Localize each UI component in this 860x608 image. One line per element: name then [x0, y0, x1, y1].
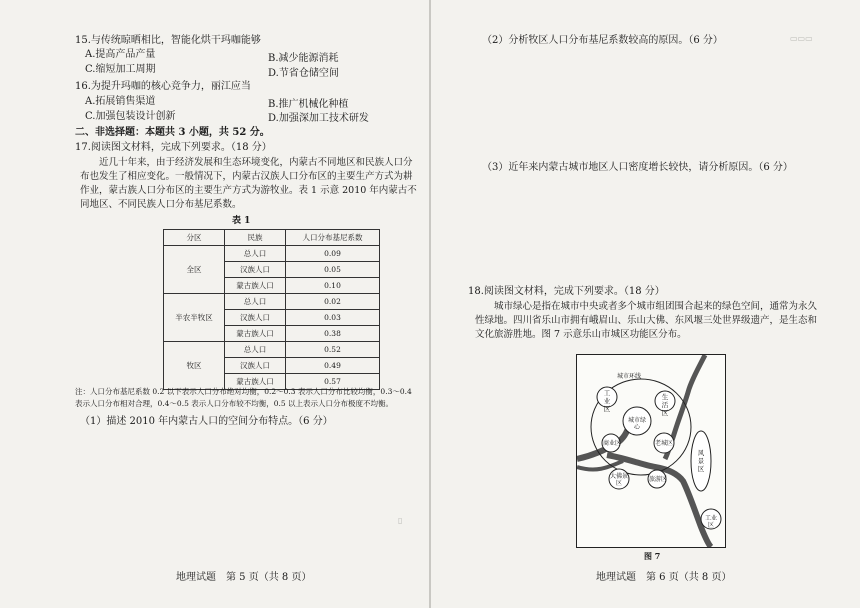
q15-stem: 15.与传统晾晒相比，智能化烘干玛咖能够 — [75, 35, 261, 46]
q15-option-b: B.减少能源消耗 — [268, 53, 339, 64]
table-region-cell: 半农半牧区 — [164, 294, 225, 342]
figure-7-caption: 图 7 — [644, 551, 661, 561]
table-header-row — [164, 230, 380, 246]
table-value-cell: 0.10 — [286, 278, 380, 294]
table-value-cell: 0.49 — [286, 358, 380, 374]
q17-2-question: （2）分析牧区人口分布基尼系数较高的原因。（6 分） — [482, 35, 723, 46]
q16-option-c: C.加强包装设计创新 — [85, 111, 176, 122]
table-note: 注：人口分布基尼系数 0.2 以下表示人口分布绝对均衡，0.2～0.3 表示人口分布比较均衡，0.3～0.4 表示人口分布相对合理，0.4～0.5 表示人口分布较不均衡，0.5 以上表示人口分布极度不均衡。 — [75, 387, 412, 408]
section-heading: 二、非选择题：本题共 3 小题，共 52 分。 — [75, 127, 270, 138]
label-old-city: 老城区 — [655, 440, 674, 447]
q17-stem: 17.阅读图文材料，完成下列要求。（18 分） — [75, 142, 272, 153]
table-caption: 表 1 — [232, 216, 251, 226]
page-5-footer: 地理试题 第 5 页（共 8 页） — [176, 572, 312, 583]
q17-material: 近几十年来，由于经济发展和生态环境变化，内蒙古不同地区和民族人口分布也发生了相应变化。一般情况下，内蒙古汉族人口分布区的主要生产方式为耕作业，蒙古族人口分布区的主要生产方式为游牧业。表 1 示意 2010 年内蒙古不同地区、不同民族人口分布基尼系数。 — [80, 157, 417, 210]
table-row — [164, 342, 380, 358]
page-6-footer: 地理试题 第 6 页（共 8 页） — [596, 572, 732, 583]
table-ethnic-cell: 总人口 — [225, 246, 286, 262]
label-scenic: 风景区 — [697, 449, 705, 473]
table-ethnic-cell: 蒙古族人口 — [225, 374, 286, 390]
table-ethnic-cell: 汉族人口 — [225, 310, 286, 326]
table-value-cell: 0.02 — [286, 294, 380, 310]
table-ethnic-cell: 蒙古族人口 — [225, 278, 286, 294]
table-ethnic-cell: 蒙古族人口 — [225, 326, 286, 342]
label-green-heart: 城市绿心 — [627, 417, 646, 431]
table-value-cell: 0.57 — [286, 374, 380, 390]
q16-stem: 16.为提升玛咖的核心竞争力，丽江应当 — [75, 81, 251, 92]
label-living: 生活区 — [661, 393, 669, 417]
table-value-cell: 0.03 — [286, 310, 380, 326]
bleed-mark: ▯ — [398, 516, 403, 525]
table-value-cell: 0.52 — [286, 342, 380, 358]
label-buddha: 大佛景区 — [610, 473, 629, 487]
table-header: 人口分布基尼系数 — [286, 230, 380, 246]
label-industrial-left: 工业区 — [603, 389, 611, 413]
q15-option-d: D.节省仓储空间 — [268, 68, 339, 79]
q18-stem: 18.阅读图文材料，完成下列要求。（18 分） — [468, 286, 665, 297]
q16-option-b: B.推广机械化种植 — [268, 99, 349, 110]
q15-option-a: A.提高产品产量 — [85, 49, 156, 60]
label-tourism: 旅游区 — [649, 476, 668, 483]
q15-option-c: C.缩短加工周期 — [85, 64, 156, 75]
q17-3-question: （3）近年来内蒙古城市地区人口密度增长较快，请分析原因。（6 分） — [482, 162, 793, 173]
q16-option-d: D.加强深加工技术研发 — [268, 113, 369, 124]
gini-table — [163, 229, 380, 390]
label-commerce: 商业区 — [603, 440, 622, 447]
table-region-cell: 全区 — [164, 246, 225, 294]
table-header: 民族 — [225, 230, 286, 246]
table-row — [164, 246, 380, 262]
q18-material: 城市绿心是指在城市中央或者多个城市组团围合起来的绿色空间，通常为永久性绿地。四川省乐山市拥有峨眉山、乐山大佛、东风堰三处世界级遗产，是生态和文化旅游胜地。图 7 示意乐山市城区功能区分布。 — [475, 301, 818, 340]
table-value-cell: 0.09 — [286, 246, 380, 262]
table-row — [164, 294, 380, 310]
table-value-cell: 0.38 — [286, 326, 380, 342]
leshan-function-map — [576, 354, 726, 548]
table-region-cell: 牧区 — [164, 342, 225, 390]
bleed-mark: ▭▭▭ — [790, 34, 813, 43]
table-ethnic-cell: 汉族人口 — [225, 262, 286, 278]
label-industrial-right: 工业区 — [704, 515, 717, 529]
table-ethnic-cell: 总人口 — [225, 342, 286, 358]
q17-1-question: （1）描述 2010 年内蒙古人口的空间分布特点。（6 分） — [80, 416, 333, 427]
table-ethnic-cell: 总人口 — [225, 294, 286, 310]
table-ethnic-cell: 汉族人口 — [225, 358, 286, 374]
table-header: 分区 — [164, 230, 225, 246]
q16-option-a: A.拓展销售渠道 — [85, 96, 156, 107]
label-ring: 城市环线 — [617, 373, 642, 380]
table-value-cell: 0.05 — [286, 262, 380, 278]
